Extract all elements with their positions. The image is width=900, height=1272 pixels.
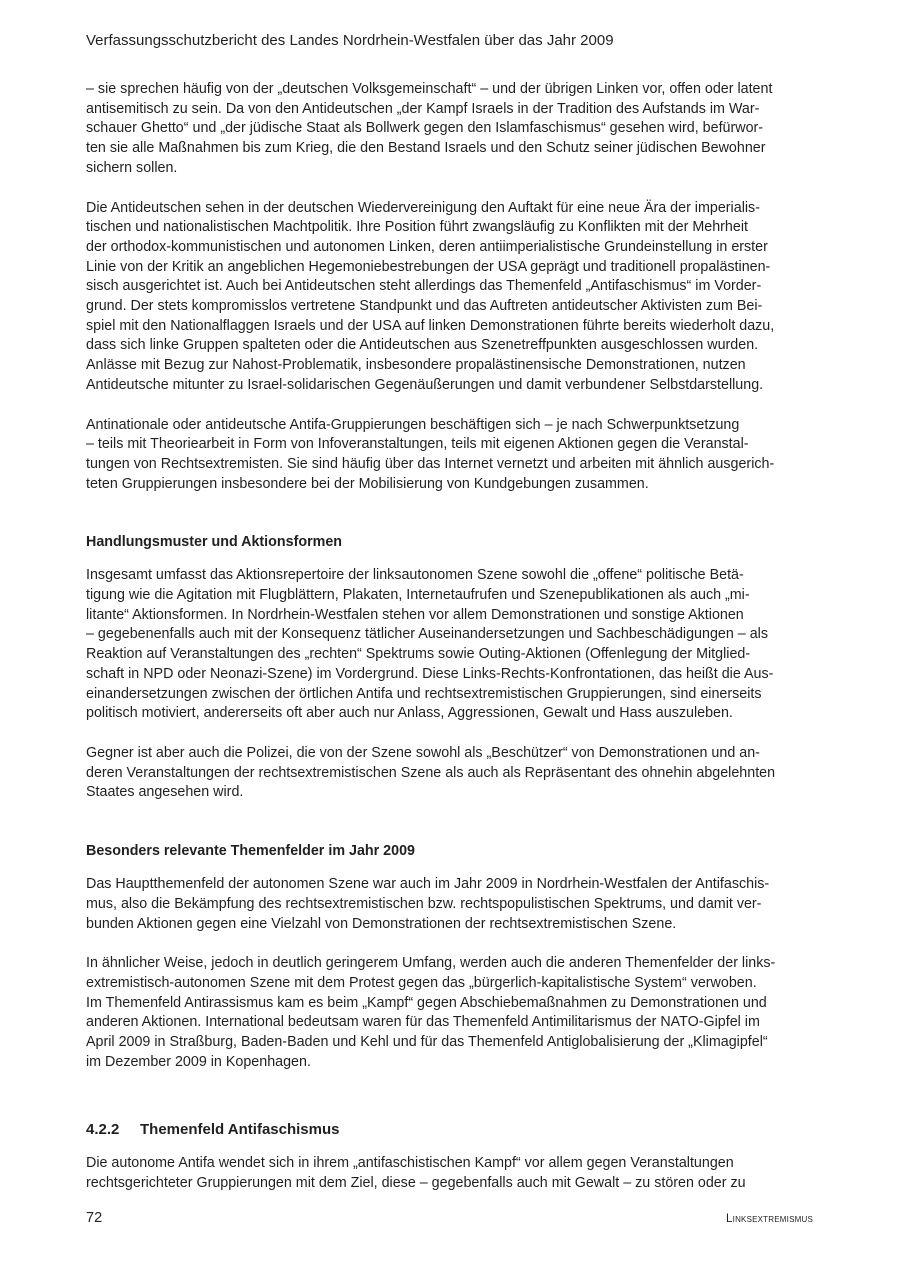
text-line: April 2009 in Straßburg, Baden-Baden und Kehl und für das Themenfeld Antiglobalisierung der „Klimagipfel“ (86, 1034, 768, 1051)
text-line: sichern sollen. (86, 159, 178, 176)
text-line: bunden Aktionen gegen eine Vielzahl von Demonstrationen der rechtsextremistischen Szene. (86, 915, 677, 932)
text-line: tischen und nationalistischen Machtpolitik. Ihre Position führt zwangsläufig zu Konflikten mit der Mehrheit (86, 219, 748, 236)
paragraph (86, 199, 816, 396)
text-line: Das Hauptthemenfeld der autonomen Szene war auch im Jahr 2009 in Nordrhein-Westfalen der Antifaschis- (86, 876, 770, 893)
text-line: ten sie alle Maßnahmen bis zum Krieg, die den Bestand Israels und den Schutz seiner jüdischen Bewohner (86, 140, 766, 157)
text-line: Staates angesehen wird. (86, 784, 244, 801)
text-line: Insgesamt umfasst das Aktionsrepertoire der linksautonomen Szene sowohl die „offene“ politische Betä- (86, 567, 744, 584)
text-line: rechtsgerichteter Gruppierungen mit dem Ziel, diese – gegebenfalls auch mit Gewalt – zu stören oder zu (86, 1175, 746, 1192)
text-line: grund. Der stets kompromisslos vertretene Standpunkt und das Auftreten antideutscher Aktivisten zum Bei- (86, 298, 763, 315)
body-text (86, 80, 816, 1214)
text-line: Anlässe mit Bezug zur Nahost-Problematik, insbesondere propalästinensische Demonstrationen, nutzen (86, 357, 746, 374)
text-line: teten Gruppierungen insbesondere bei der Mobilisierung von Kundgebungen zusammen. (86, 475, 649, 492)
running-head: Verfassungsschutzbericht des Landes Nordrhein-Westfalen über das Jahr 2009 (86, 32, 614, 49)
text-line: tungen von Rechtsextremisten. Sie sind häufig über das Internet vernetzt und arbeiten mit ähnlich ausgerich- (86, 455, 775, 472)
section-title: Themenfeld Antifaschismus (140, 1121, 340, 1139)
text-line: Gegner ist aber auch die Polizei, die von der Szene sowohl als „Beschützer“ von Demonstrationen und an- (86, 744, 760, 761)
text-line: schauer Ghetto“ und „der jüdische Staat als Bollwerk gegen den Islamfaschismus“ gesehen wird, befürwor- (86, 120, 764, 137)
paragraph (86, 875, 816, 934)
text-line: im Dezember 2009 in Kopenhagen. (86, 1053, 311, 1070)
paragraph (86, 80, 816, 179)
text-line: deren Veranstaltungen der rechtsextremistischen Szene als auch als Repräsentant des ohnehin abgelehnten (86, 764, 776, 781)
text-line: anderen Aktionen. International bedeutsam waren für das Themenfeld Antimilitarismus der NATO-Gipfel im (86, 1014, 760, 1031)
text-line: Linie von der Kritik an angeblichen Hegemoniebestrebungen der USA geprägt und traditionell propalästinen- (86, 258, 771, 275)
text-line: politisch motiviert, andererseits oft aber auch nur Anlass, Aggressionen, Gewalt und Hass auszuleben. (86, 705, 733, 722)
text-line: mus, also die Bekämpfung des rechtsextremistischen bzw. rechtspopulistischen Spektrums, und damit ver- (86, 895, 762, 912)
subheading-handlungsmuster: Handlungsmuster und Aktionsformen (86, 534, 343, 551)
text-line: litante“ Aktionsformen. In Nordrhein-Westfalen stehen vor allem Demonstrationen und sonstige Aktionen (86, 606, 744, 623)
section-number: 4.2.2 (86, 1121, 120, 1139)
section-heading (86, 1120, 816, 1140)
text-line: In ähnlicher Weise, jedoch in deutlich geringerem Umfang, werden auch die anderen Themenfelder der links- (86, 955, 776, 972)
paragraph (86, 744, 816, 803)
subheading-themenfelder: Besonders relevante Themenfelder im Jahr 2009 (86, 843, 415, 860)
chapter-label: Linksextremismus (726, 1213, 813, 1225)
text-line: Im Themenfeld Antirassismus kam es beim „Kampf“ gegen Abschiebemaßnahmen zu Demonstrationen und (86, 994, 767, 1011)
text-line: – gegebenenfalls auch mit der Konsequenz tätlicher Auseinandersetzungen und Sachbeschädigungen – als (86, 626, 768, 643)
paragraph (86, 954, 816, 1072)
text-line: Die Antideutschen sehen in der deutschen Wiedervereinigung den Auftakt für eine neue Ära der imperialis- (86, 199, 760, 216)
text-line: der orthodox-kommunistischen und autonomen Linken, deren antiimperialistische Grundeinstellung in erster (86, 238, 768, 255)
text-line: schaft in NPD oder Neonazi-Szene) im Vordergrund. Diese Links-Rechts-Konfrontationen, das heißt die Aus- (86, 665, 774, 682)
text-line: spiel mit den Nationalflaggen Israels und der USA auf linken Demonstrationen führte bereits wiederholt dazu, (86, 317, 775, 334)
text-line: Antinationale oder antideutsche Antifa-Gruppierungen beschäftigen sich – je nach Schwerpunktsetzung (86, 416, 740, 433)
paragraph (86, 1154, 816, 1193)
paragraph (86, 566, 816, 724)
text-line: Antideutsche mitunter zu Israel-solidarischen Gegenäußerungen und damit verbundener Selbstdarstellung. (86, 376, 764, 393)
text-line: Reaktion auf Veranstaltungen des „rechten“ Spektrums sowie Outing-Aktionen (Offenlegung der Mitglied- (86, 646, 751, 663)
text-line: sisch ausgerichtet ist. Auch bei Antideutschen steht allerdings das Themenfeld „Antifaschismus“ im Vorder- (86, 278, 762, 295)
paragraph (86, 416, 816, 495)
page-number: 72 (86, 1210, 103, 1226)
text-line: einandersetzungen zwischen der örtlichen Antifa und rechtsextremistischen Gruppierungen, sind einerseits (86, 685, 762, 702)
text-line: – teils mit Theoriearbeit in Form von Infoveranstaltungen, teils mit eigenen Aktionen gegen die Veranstal- (86, 436, 749, 453)
text-line: Die autonome Antifa wendet sich in ihrem „antifaschistischen Kampf“ vor allem gegen Veranstaltungen (86, 1155, 734, 1172)
text-line: antisemitisch zu sein. Da von den Antideutschen „der Kampf Israels in der Tradition des Aufstands im War- (86, 100, 760, 117)
text-line: dass sich linke Gruppen spalteten oder die Antideutschen aus Szenetreffpunkten ausgeschlossen wurden. (86, 337, 759, 354)
text-line: – sie sprechen häufig von der „deutschen Volksgemeinschaft“ – und der übrigen Linken vor, offen oder latent (86, 81, 773, 97)
text-line: extremistisch-autonomen Szene mit dem Protest gegen das „bürgerlich-kapitalistische System“ verwoben. (86, 974, 757, 991)
text-line: tigung wie die Agitation mit Flugblättern, Plakaten, Internetaufrufen und Szenepublikationen als auch „mi- (86, 587, 750, 604)
